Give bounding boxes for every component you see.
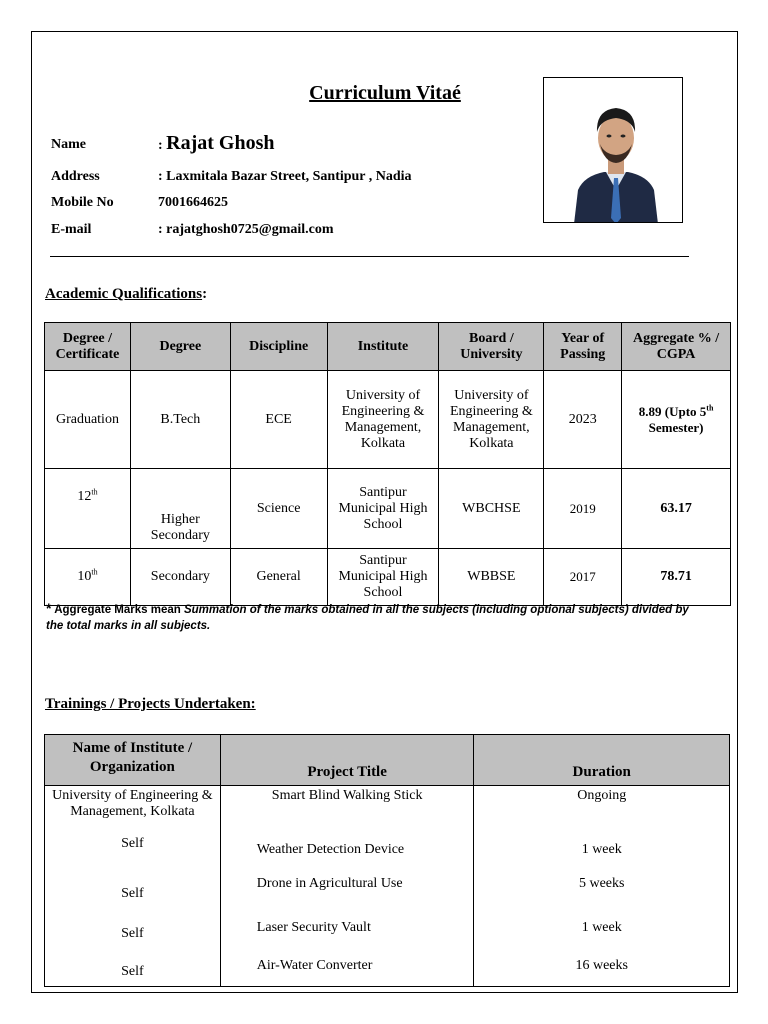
table-row bbox=[45, 832, 730, 872]
year-cell: 2023 bbox=[544, 371, 622, 469]
note-plain-text: Aggregate Marks mean bbox=[51, 604, 184, 616]
projects-table bbox=[44, 734, 730, 987]
institute-cell: Santipur Municipal High School bbox=[327, 549, 439, 606]
table-row bbox=[45, 786, 730, 833]
aggregate-cell bbox=[622, 371, 731, 469]
institute-cell: Self bbox=[45, 872, 221, 916]
table-row bbox=[45, 549, 731, 606]
email-label: E-mail bbox=[51, 222, 92, 237]
aggregate-text-2: Semester) bbox=[648, 419, 704, 435]
academic-table bbox=[44, 322, 731, 606]
projects-heading-text: Trainings / Projects Undertaken: bbox=[45, 696, 256, 712]
column-header: Degree / Certificate bbox=[45, 323, 131, 371]
aggregate-cell: 78.71 bbox=[622, 549, 731, 606]
person-portrait-icon bbox=[544, 78, 683, 223]
projects-heading bbox=[45, 696, 256, 713]
column-header: Institute bbox=[327, 323, 439, 371]
aggregate-sup: th bbox=[706, 403, 714, 413]
institute-cell: University of Engineering & Management, Kolkata bbox=[327, 371, 439, 469]
academic-heading-colon: : bbox=[202, 286, 208, 302]
certificate-sup: th bbox=[91, 487, 98, 497]
table-row bbox=[45, 469, 731, 549]
address-label: Address bbox=[51, 169, 100, 184]
certificate-text: 10 bbox=[77, 569, 92, 584]
year-cell: 2019 bbox=[544, 469, 622, 549]
duration-cell: 5 weeks bbox=[474, 872, 730, 916]
column-header: Board / University bbox=[439, 323, 544, 371]
name-value bbox=[158, 132, 275, 155]
name-label: Name bbox=[51, 137, 86, 152]
document-title: Curriculum Vitaé bbox=[309, 82, 461, 104]
academic-heading bbox=[45, 286, 207, 303]
discipline-cell: Science bbox=[230, 469, 327, 549]
note-italic-text: Summation of the marks obtained in all the subjects (including optional subjects) divided by the total marks in all subjects. bbox=[46, 604, 689, 632]
certificate-cell bbox=[45, 469, 131, 549]
column-header: Name of Institute / Organization bbox=[45, 735, 221, 786]
title-cell: Smart Blind Walking Stick bbox=[220, 786, 474, 833]
table-row bbox=[45, 954, 730, 987]
name-colon: : bbox=[158, 138, 163, 153]
academic-heading-text: Academic Qualifications bbox=[45, 286, 203, 302]
duration-cell: Ongoing bbox=[474, 786, 730, 833]
discipline-cell: ECE bbox=[230, 371, 327, 469]
column-header: Discipline bbox=[230, 323, 327, 371]
discipline-cell: General bbox=[230, 549, 327, 606]
note-asterisk: * bbox=[46, 600, 52, 616]
degree-cell: B.Tech bbox=[130, 371, 230, 469]
title-cell: Weather Detection Device bbox=[220, 832, 474, 872]
institute-cell: Self bbox=[45, 832, 221, 872]
email-value: : rajatghosh0725@gmail.com bbox=[158, 222, 334, 237]
title-cell: Laser Security Vault bbox=[220, 916, 474, 954]
aggregate-note bbox=[46, 600, 706, 634]
certificate-cell: Graduation bbox=[45, 371, 131, 469]
column-header: Aggregate % / CGPA bbox=[622, 323, 731, 371]
column-header: Year of Passing bbox=[544, 323, 622, 371]
aggregate-cell: 63.17 bbox=[622, 469, 731, 549]
certificate-cell bbox=[45, 549, 131, 606]
table-row bbox=[45, 916, 730, 954]
column-header: Duration bbox=[474, 735, 730, 786]
institute-cell: Santipur Municipal High School bbox=[327, 469, 439, 549]
duration-cell: 1 week bbox=[474, 832, 730, 872]
year-cell: 2017 bbox=[544, 549, 622, 606]
duration-cell: 16 weeks bbox=[474, 954, 730, 987]
mobile-label: Mobile No bbox=[51, 195, 114, 210]
institute-cell: Self bbox=[45, 954, 221, 987]
degree-cell: Higher Secondary bbox=[130, 469, 230, 549]
mobile-value: 7001664625 bbox=[158, 195, 228, 210]
certificate-text: 12 bbox=[77, 489, 92, 504]
column-header: Degree bbox=[130, 323, 230, 371]
column-header: Project Title bbox=[220, 735, 474, 786]
aggregate-text: 8.89 (Upto 5 bbox=[638, 403, 707, 419]
board-cell: WBCHSE bbox=[439, 469, 544, 549]
institute-cell: University of Engineering & Management, Kolkata bbox=[45, 786, 221, 833]
degree-cell: Secondary bbox=[130, 549, 230, 606]
table-header-row bbox=[45, 735, 730, 786]
board-cell: University of Engineering & Management, Kolkata bbox=[439, 371, 544, 469]
address-value: : Laxmitala Bazar Street, Santipur , Nadia bbox=[158, 169, 412, 184]
certificate-sup: th bbox=[91, 567, 98, 577]
institute-cell: Self bbox=[45, 916, 221, 954]
profile-photo bbox=[543, 77, 683, 223]
title-cell: Air-Water Converter bbox=[220, 954, 474, 987]
table-header-row bbox=[45, 323, 731, 371]
title-cell: Drone in Agricultural Use bbox=[220, 872, 474, 916]
applicant-name: Rajat Ghosh bbox=[166, 132, 275, 154]
table-row bbox=[45, 872, 730, 916]
header-divider bbox=[50, 256, 689, 257]
duration-cell: 1 week bbox=[474, 916, 730, 954]
board-cell: WBBSE bbox=[439, 549, 544, 606]
table-row bbox=[45, 371, 731, 469]
